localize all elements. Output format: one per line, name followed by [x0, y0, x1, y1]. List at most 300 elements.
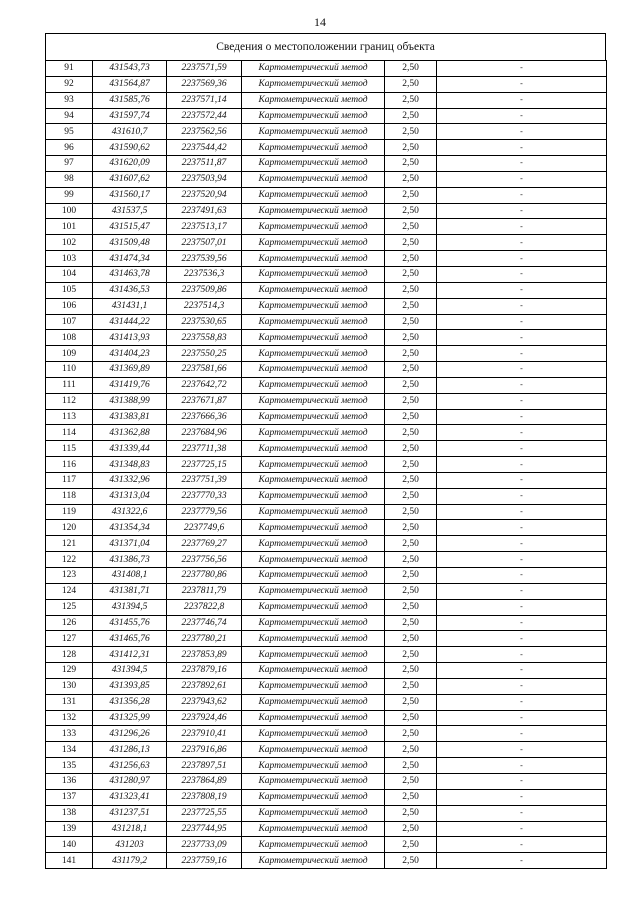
x-coordinate-cell: 431203	[93, 837, 167, 853]
x-coordinate-cell: 431332,96	[93, 472, 167, 488]
y-coordinate-cell: 2237514,3	[167, 298, 242, 314]
accuracy-cell: 2,50	[385, 377, 437, 393]
description-cell: -	[437, 789, 607, 805]
point-number-cell: 137	[46, 789, 93, 805]
x-coordinate-cell: 431610,7	[93, 124, 167, 140]
y-coordinate-cell: 2237642,72	[167, 377, 242, 393]
table-row	[46, 409, 607, 425]
point-number-cell: 93	[46, 92, 93, 108]
x-coordinate-cell: 431474,34	[93, 251, 167, 267]
point-number-cell: 130	[46, 678, 93, 694]
method-cell: Картометрический метод	[242, 837, 385, 853]
description-cell: -	[437, 821, 607, 837]
method-cell: Картометрический метод	[242, 251, 385, 267]
table-row	[46, 425, 607, 441]
point-number-cell: 123	[46, 568, 93, 584]
x-coordinate-cell: 431256,63	[93, 758, 167, 774]
description-cell: -	[437, 663, 607, 679]
accuracy-cell: 2,50	[385, 330, 437, 346]
description-cell: -	[437, 631, 607, 647]
description-cell: -	[437, 235, 607, 251]
x-coordinate-cell: 431607,62	[93, 171, 167, 187]
y-coordinate-cell: 2237684,96	[167, 425, 242, 441]
x-coordinate-cell: 431323,41	[93, 789, 167, 805]
description-cell: -	[437, 773, 607, 789]
table-row	[46, 171, 607, 187]
method-cell: Картометрический метод	[242, 330, 385, 346]
description-cell: -	[437, 346, 607, 362]
method-cell: Картометрический метод	[242, 61, 385, 77]
method-cell: Картометрический метод	[242, 140, 385, 156]
x-coordinate-cell: 431325,99	[93, 710, 167, 726]
accuracy-cell: 2,50	[385, 140, 437, 156]
point-number-cell: 133	[46, 726, 93, 742]
table-row	[46, 282, 607, 298]
method-cell: Картометрический метод	[242, 76, 385, 92]
point-number-cell: 97	[46, 156, 93, 172]
point-number-cell: 140	[46, 837, 93, 853]
point-number-cell: 100	[46, 203, 93, 219]
y-coordinate-cell: 2237779,56	[167, 504, 242, 520]
description-cell: -	[437, 92, 607, 108]
method-cell: Картометрический метод	[242, 568, 385, 584]
x-coordinate-cell: 431386,73	[93, 552, 167, 568]
table-row	[46, 853, 607, 869]
description-cell: -	[437, 457, 607, 473]
boundary-coordinates-table	[45, 33, 606, 869]
y-coordinate-cell: 2237733,09	[167, 837, 242, 853]
method-cell: Картометрический метод	[242, 298, 385, 314]
table-row	[46, 314, 607, 330]
description-cell: -	[437, 140, 607, 156]
x-coordinate-cell: 431296,26	[93, 726, 167, 742]
point-number-cell: 106	[46, 298, 93, 314]
point-number-cell: 103	[46, 251, 93, 267]
table-row	[46, 678, 607, 694]
description-cell: -	[437, 472, 607, 488]
accuracy-cell: 2,50	[385, 710, 437, 726]
point-number-cell: 107	[46, 314, 93, 330]
description-cell: -	[437, 377, 607, 393]
y-coordinate-cell: 2237879,16	[167, 663, 242, 679]
point-number-cell: 132	[46, 710, 93, 726]
y-coordinate-cell: 2237892,61	[167, 678, 242, 694]
method-cell: Картометрический метод	[242, 441, 385, 457]
accuracy-cell: 2,50	[385, 647, 437, 663]
point-number-cell: 128	[46, 647, 93, 663]
accuracy-cell: 2,50	[385, 219, 437, 235]
table-row	[46, 124, 607, 140]
description-cell: -	[437, 108, 607, 124]
table-row	[46, 615, 607, 631]
accuracy-cell: 2,50	[385, 520, 437, 536]
description-cell: -	[437, 536, 607, 552]
point-number-cell: 138	[46, 805, 93, 821]
method-cell: Картометрический метод	[242, 92, 385, 108]
description-cell: -	[437, 758, 607, 774]
table-row	[46, 504, 607, 520]
method-cell: Картометрический метод	[242, 678, 385, 694]
description-cell: -	[437, 76, 607, 92]
x-coordinate-cell: 431419,76	[93, 377, 167, 393]
method-cell: Картометрический метод	[242, 615, 385, 631]
x-coordinate-cell: 431509,48	[93, 235, 167, 251]
table-row	[46, 76, 607, 92]
method-cell: Картометрический метод	[242, 694, 385, 710]
table-row	[46, 441, 607, 457]
table-row	[46, 742, 607, 758]
description-cell: -	[437, 520, 607, 536]
method-cell: Картометрический метод	[242, 552, 385, 568]
point-number-cell: 104	[46, 266, 93, 282]
point-number-cell: 92	[46, 76, 93, 92]
accuracy-cell: 2,50	[385, 156, 437, 172]
table-row	[46, 393, 607, 409]
y-coordinate-cell: 2237808,19	[167, 789, 242, 805]
accuracy-cell: 2,50	[385, 61, 437, 77]
accuracy-cell: 2,50	[385, 694, 437, 710]
x-coordinate-cell: 431313,04	[93, 488, 167, 504]
accuracy-cell: 2,50	[385, 837, 437, 853]
accuracy-cell: 2,50	[385, 346, 437, 362]
table-row	[46, 330, 607, 346]
table-row	[46, 536, 607, 552]
y-coordinate-cell: 2237749,6	[167, 520, 242, 536]
accuracy-cell: 2,50	[385, 76, 437, 92]
x-coordinate-cell: 431339,44	[93, 441, 167, 457]
description-cell: -	[437, 251, 607, 267]
y-coordinate-cell: 2237569,36	[167, 76, 242, 92]
y-coordinate-cell: 2237571,14	[167, 92, 242, 108]
accuracy-cell: 2,50	[385, 298, 437, 314]
method-cell: Картометрический метод	[242, 282, 385, 298]
x-coordinate-cell: 431413,93	[93, 330, 167, 346]
accuracy-cell: 2,50	[385, 678, 437, 694]
method-cell: Картометрический метод	[242, 504, 385, 520]
y-coordinate-cell: 2237924,46	[167, 710, 242, 726]
table-row	[46, 568, 607, 584]
y-coordinate-cell: 2237562,56	[167, 124, 242, 140]
method-cell: Картометрический метод	[242, 773, 385, 789]
accuracy-cell: 2,50	[385, 282, 437, 298]
description-cell: -	[437, 266, 607, 282]
accuracy-cell: 2,50	[385, 108, 437, 124]
description-cell: -	[437, 203, 607, 219]
y-coordinate-cell: 2237744,95	[167, 821, 242, 837]
method-cell: Картометрический метод	[242, 409, 385, 425]
point-number-cell: 108	[46, 330, 93, 346]
method-cell: Картометрический метод	[242, 631, 385, 647]
description-cell: -	[437, 599, 607, 615]
method-cell: Картометрический метод	[242, 187, 385, 203]
point-number-cell: 102	[46, 235, 93, 251]
x-coordinate-cell: 431179,2	[93, 853, 167, 869]
accuracy-cell: 2,50	[385, 488, 437, 504]
point-number-cell: 126	[46, 615, 93, 631]
method-cell: Картометрический метод	[242, 805, 385, 821]
point-number-cell: 117	[46, 472, 93, 488]
method-cell: Картометрический метод	[242, 425, 385, 441]
description-cell: -	[437, 282, 607, 298]
accuracy-cell: 2,50	[385, 805, 437, 821]
description-cell: -	[437, 742, 607, 758]
description-cell: -	[437, 504, 607, 520]
accuracy-cell: 2,50	[385, 393, 437, 409]
description-cell: -	[437, 488, 607, 504]
description-cell: -	[437, 171, 607, 187]
y-coordinate-cell: 2237558,83	[167, 330, 242, 346]
x-coordinate-cell: 431444,22	[93, 314, 167, 330]
y-coordinate-cell: 2237513,17	[167, 219, 242, 235]
accuracy-cell: 2,50	[385, 171, 437, 187]
description-cell: -	[437, 853, 607, 869]
point-number-cell: 111	[46, 377, 93, 393]
y-coordinate-cell: 2237759,16	[167, 853, 242, 869]
y-coordinate-cell: 2237822,8	[167, 599, 242, 615]
x-coordinate-cell: 431537,5	[93, 203, 167, 219]
point-number-cell: 118	[46, 488, 93, 504]
table-row	[46, 92, 607, 108]
method-cell: Картометрический метод	[242, 171, 385, 187]
y-coordinate-cell: 2237503,94	[167, 171, 242, 187]
table-row	[46, 488, 607, 504]
accuracy-cell: 2,50	[385, 362, 437, 378]
accuracy-cell: 2,50	[385, 124, 437, 140]
description-cell: -	[437, 409, 607, 425]
description-cell: -	[437, 61, 607, 77]
table-row	[46, 203, 607, 219]
accuracy-cell: 2,50	[385, 853, 437, 869]
accuracy-cell: 2,50	[385, 552, 437, 568]
x-coordinate-cell: 431388,99	[93, 393, 167, 409]
y-coordinate-cell: 2237910,41	[167, 726, 242, 742]
description-cell: -	[437, 219, 607, 235]
point-number-cell: 124	[46, 583, 93, 599]
accuracy-cell: 2,50	[385, 789, 437, 805]
accuracy-cell: 2,50	[385, 773, 437, 789]
method-cell: Картометрический метод	[242, 821, 385, 837]
coordinates-grid	[45, 60, 607, 869]
table-row	[46, 758, 607, 774]
method-cell: Картометрический метод	[242, 583, 385, 599]
description-cell: -	[437, 187, 607, 203]
y-coordinate-cell: 2237666,36	[167, 409, 242, 425]
method-cell: Картометрический метод	[242, 789, 385, 805]
x-coordinate-cell: 431436,53	[93, 282, 167, 298]
description-cell: -	[437, 615, 607, 631]
y-coordinate-cell: 2237746,74	[167, 615, 242, 631]
x-coordinate-cell: 431585,76	[93, 92, 167, 108]
method-cell: Картометрический метод	[242, 742, 385, 758]
table-body	[46, 61, 607, 869]
x-coordinate-cell: 431590,62	[93, 140, 167, 156]
accuracy-cell: 2,50	[385, 441, 437, 457]
table-row	[46, 520, 607, 536]
x-coordinate-cell: 431322,6	[93, 504, 167, 520]
y-coordinate-cell: 2237943,62	[167, 694, 242, 710]
table-row	[46, 377, 607, 393]
x-coordinate-cell: 431369,89	[93, 362, 167, 378]
method-cell: Картометрический метод	[242, 235, 385, 251]
y-coordinate-cell: 2237550,25	[167, 346, 242, 362]
method-cell: Картометрический метод	[242, 362, 385, 378]
x-coordinate-cell: 431383,81	[93, 409, 167, 425]
y-coordinate-cell: 2237511,87	[167, 156, 242, 172]
accuracy-cell: 2,50	[385, 203, 437, 219]
y-coordinate-cell: 2237491,63	[167, 203, 242, 219]
accuracy-cell: 2,50	[385, 583, 437, 599]
x-coordinate-cell: 431564,87	[93, 76, 167, 92]
table-row	[46, 298, 607, 314]
table-row	[46, 346, 607, 362]
point-number-cell: 115	[46, 441, 93, 457]
x-coordinate-cell: 431412,31	[93, 647, 167, 663]
table-row	[46, 599, 607, 615]
table-row	[46, 773, 607, 789]
y-coordinate-cell: 2237864,89	[167, 773, 242, 789]
accuracy-cell: 2,50	[385, 536, 437, 552]
accuracy-cell: 2,50	[385, 235, 437, 251]
point-number-cell: 119	[46, 504, 93, 520]
table-row	[46, 251, 607, 267]
point-number-cell: 141	[46, 853, 93, 869]
description-cell: -	[437, 710, 607, 726]
point-number-cell: 98	[46, 171, 93, 187]
y-coordinate-cell: 2237811,79	[167, 583, 242, 599]
point-number-cell: 99	[46, 187, 93, 203]
point-number-cell: 96	[46, 140, 93, 156]
method-cell: Картометрический метод	[242, 536, 385, 552]
table-row	[46, 631, 607, 647]
point-number-cell: 95	[46, 124, 93, 140]
table-row	[46, 187, 607, 203]
x-coordinate-cell: 431394,5	[93, 663, 167, 679]
table-row	[46, 552, 607, 568]
y-coordinate-cell: 2237725,55	[167, 805, 242, 821]
method-cell: Картометрический метод	[242, 124, 385, 140]
point-number-cell: 127	[46, 631, 93, 647]
y-coordinate-cell: 2237520,94	[167, 187, 242, 203]
y-coordinate-cell: 2237853,89	[167, 647, 242, 663]
point-number-cell: 135	[46, 758, 93, 774]
method-cell: Картометрический метод	[242, 853, 385, 869]
x-coordinate-cell: 431560,17	[93, 187, 167, 203]
x-coordinate-cell: 431465,76	[93, 631, 167, 647]
accuracy-cell: 2,50	[385, 251, 437, 267]
accuracy-cell: 2,50	[385, 187, 437, 203]
accuracy-cell: 2,50	[385, 663, 437, 679]
method-cell: Картометрический метод	[242, 457, 385, 473]
description-cell: -	[437, 805, 607, 821]
point-number-cell: 129	[46, 663, 93, 679]
y-coordinate-cell: 2237509,86	[167, 282, 242, 298]
method-cell: Картометрический метод	[242, 219, 385, 235]
table-row	[46, 694, 607, 710]
x-coordinate-cell: 431286,13	[93, 742, 167, 758]
method-cell: Картометрический метод	[242, 156, 385, 172]
table-row	[46, 837, 607, 853]
point-number-cell: 109	[46, 346, 93, 362]
method-cell: Картометрический метод	[242, 599, 385, 615]
y-coordinate-cell: 2237711,38	[167, 441, 242, 457]
y-coordinate-cell: 2237780,21	[167, 631, 242, 647]
description-cell: -	[437, 314, 607, 330]
description-cell: -	[437, 298, 607, 314]
description-cell: -	[437, 837, 607, 853]
method-cell: Картометрический метод	[242, 346, 385, 362]
description-cell: -	[437, 552, 607, 568]
accuracy-cell: 2,50	[385, 92, 437, 108]
accuracy-cell: 2,50	[385, 425, 437, 441]
accuracy-cell: 2,50	[385, 472, 437, 488]
accuracy-cell: 2,50	[385, 726, 437, 742]
point-number-cell: 113	[46, 409, 93, 425]
description-cell: -	[437, 441, 607, 457]
description-cell: -	[437, 583, 607, 599]
accuracy-cell: 2,50	[385, 821, 437, 837]
point-number-cell: 134	[46, 742, 93, 758]
y-coordinate-cell: 2237756,56	[167, 552, 242, 568]
description-cell: -	[437, 647, 607, 663]
table-row	[46, 821, 607, 837]
point-number-cell: 110	[46, 362, 93, 378]
method-cell: Картометрический метод	[242, 488, 385, 504]
point-number-cell: 114	[46, 425, 93, 441]
table-row	[46, 108, 607, 124]
page-number: 14	[314, 15, 326, 29]
y-coordinate-cell: 2237897,51	[167, 758, 242, 774]
point-number-cell: 101	[46, 219, 93, 235]
table-row	[46, 789, 607, 805]
table-row	[46, 726, 607, 742]
table-caption: Сведения о местоположении границ объекта	[45, 33, 606, 60]
accuracy-cell: 2,50	[385, 457, 437, 473]
method-cell: Картометрический метод	[242, 266, 385, 282]
point-number-cell: 112	[46, 393, 93, 409]
x-coordinate-cell: 431393,85	[93, 678, 167, 694]
x-coordinate-cell: 431362,88	[93, 425, 167, 441]
method-cell: Картометрический метод	[242, 647, 385, 663]
x-coordinate-cell: 431431,1	[93, 298, 167, 314]
point-number-cell: 139	[46, 821, 93, 837]
x-coordinate-cell: 431280,97	[93, 773, 167, 789]
point-number-cell: 131	[46, 694, 93, 710]
method-cell: Картометрический метод	[242, 710, 385, 726]
y-coordinate-cell: 2237725,15	[167, 457, 242, 473]
x-coordinate-cell: 431404,23	[93, 346, 167, 362]
accuracy-cell: 2,50	[385, 568, 437, 584]
y-coordinate-cell: 2237581,66	[167, 362, 242, 378]
y-coordinate-cell: 2237572,44	[167, 108, 242, 124]
table-row	[46, 663, 607, 679]
description-cell: -	[437, 362, 607, 378]
x-coordinate-cell: 431455,76	[93, 615, 167, 631]
table-row	[46, 457, 607, 473]
x-coordinate-cell: 431408,1	[93, 568, 167, 584]
method-cell: Картометрический метод	[242, 663, 385, 679]
point-number-cell: 94	[46, 108, 93, 124]
y-coordinate-cell: 2237507,01	[167, 235, 242, 251]
y-coordinate-cell: 2237671,87	[167, 393, 242, 409]
x-coordinate-cell: 431354,34	[93, 520, 167, 536]
y-coordinate-cell: 2237530,65	[167, 314, 242, 330]
table-row	[46, 362, 607, 378]
method-cell: Картометрический метод	[242, 472, 385, 488]
y-coordinate-cell: 2237769,27	[167, 536, 242, 552]
x-coordinate-cell: 431218,1	[93, 821, 167, 837]
y-coordinate-cell: 2237571,59	[167, 61, 242, 77]
point-number-cell: 91	[46, 61, 93, 77]
